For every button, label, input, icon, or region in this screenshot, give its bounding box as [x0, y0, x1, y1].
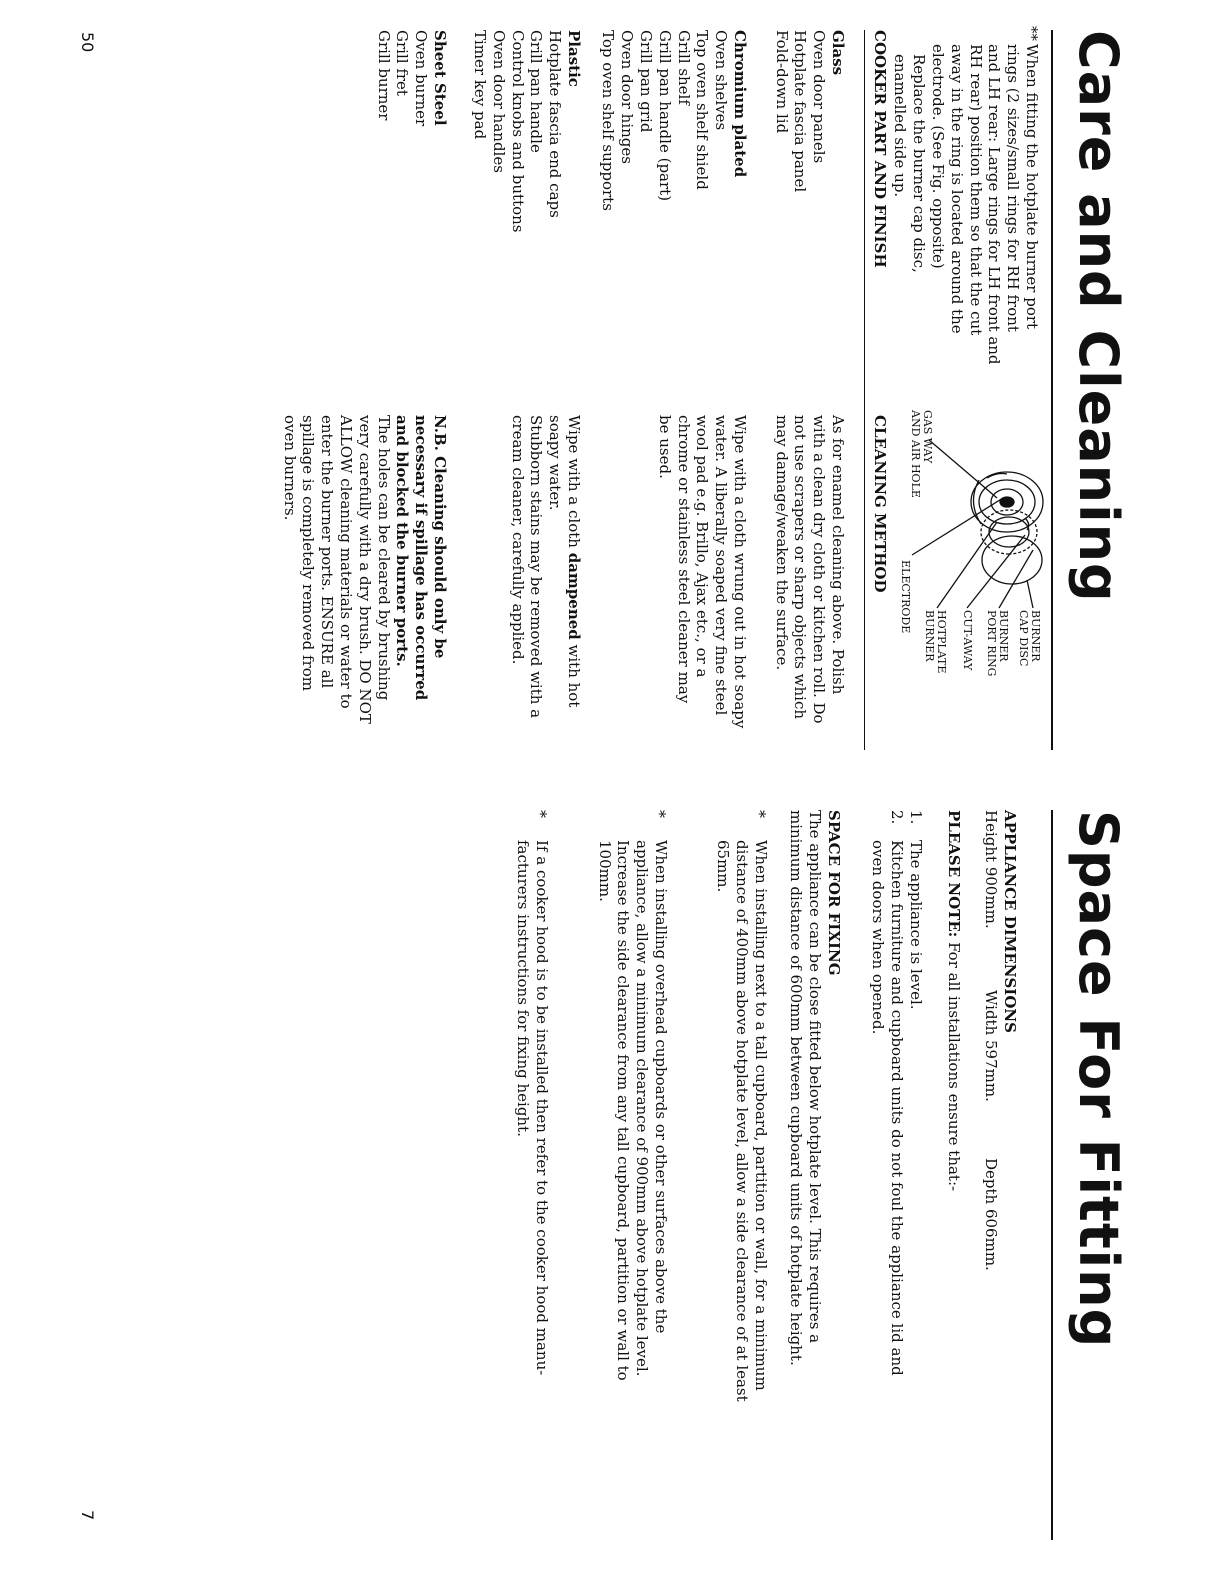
part-item: Top oven shelf shield: [693, 30, 712, 190]
method-line: The holes can be cleared by brushing: [374, 415, 393, 701]
page-number: 7: [78, 1510, 97, 1521]
part-item: Grill burner: [374, 30, 393, 121]
dimension-width: Width 597mm.: [982, 990, 1000, 1102]
chromium-method: [655, 415, 749, 728]
method-line: N.B. Cleaning should only be: [431, 415, 449, 659]
glass-method: [772, 415, 847, 724]
method-line: ALLOW cleaning materials or water to: [337, 415, 356, 709]
note-line: electrode. (See Fig. opposite): [929, 44, 948, 269]
note-line: RH rear) position them so that the cut: [966, 44, 985, 336]
care-and-cleaning-page: [0, 26, 1225, 750]
dimension-depth: Depth 606mm.: [982, 1158, 1000, 1271]
note-line: rings (2 sizes/small rings for RH front: [1004, 44, 1023, 332]
label-burner-cap-disc: BURNER CAP DISC: [1017, 610, 1042, 667]
space-intro: The appliance can be close fitted below hotplate level. This requires a minimum distance of 600mm between cupboard units of hotplate height.: [787, 810, 824, 1366]
sheet-steel-heading: Sheet Steel: [431, 30, 449, 126]
method-line: necessary if spillage has occurred: [412, 415, 431, 701]
sheet-steel-parts: [374, 30, 449, 126]
header-rule: [864, 30, 865, 750]
part-item: Fold-down lid: [772, 30, 791, 134]
method-line: As for enamel cleaning above. Polish: [829, 415, 847, 695]
method-line: and blocked the burner ports.: [393, 415, 412, 667]
part-item: Oven door handles: [489, 30, 508, 173]
note-line: enamelled side up.: [891, 54, 910, 198]
method-line: oven burners.: [280, 415, 299, 521]
dimensions-heading: APPLIANCE DIMENSIONS: [1001, 810, 1019, 1033]
part-item: Grill fret: [393, 30, 412, 96]
title-rule: [1051, 30, 1053, 750]
method-line: not use scrapers or sharp objects which: [791, 415, 810, 720]
method-line: very carefully with a dry brush. DO NOT: [355, 415, 374, 724]
method-line: soapy water.: [546, 415, 565, 511]
part-item: Hotplate fascia panel: [791, 30, 810, 193]
part-item: Grill pan grid: [637, 30, 656, 133]
part-item: Oven burner: [412, 30, 431, 127]
note-item: The appliance is level.: [907, 840, 925, 1010]
method-line: chrome or stainless steel cleaner may: [674, 415, 693, 704]
plastic-parts: [470, 30, 583, 233]
part-item: Top oven shelf supports: [599, 30, 618, 211]
method-line: water. A liberally soaped very fine steel: [712, 415, 731, 716]
sheet-steel-method: [280, 415, 449, 724]
note-line: Replace the burner cap disc,: [910, 54, 929, 273]
space-heading: SPACE FOR FIXING: [825, 810, 843, 976]
method-line: Wipe with a cloth wrung out in hot soapy: [731, 415, 749, 729]
bullet-item: When installing next to a tall cupboard, partition or wall, for a minimum distance of 400mm above hotplate level, allow a side clearance of at least 65mm.: [714, 840, 770, 1402]
plastic-method: [508, 415, 583, 718]
glass-parts: [772, 30, 847, 192]
page-title: Care and Cleaning: [1067, 30, 1130, 603]
part-item: Oven shelves: [712, 30, 731, 131]
label-burner-port-ring: BURNER PORT RING: [985, 610, 1010, 677]
bullet-mark: *: [531, 810, 550, 818]
label-gas-way: GAS WAY AND AIR HOLE: [909, 410, 934, 498]
col-header-part: COOKER PART AND FINISH: [871, 30, 889, 268]
note-line: away in the ring is located around the: [947, 44, 966, 334]
part-item: Grill pan handle (part): [655, 30, 674, 202]
method-line: be used.: [655, 415, 674, 479]
please-note: PLEASE NOTE: For all installations ensure that:-: [945, 810, 963, 1192]
method-line: Stubborn stains may be removed with a: [527, 415, 546, 719]
label-cut-away: CUT-AWAY: [961, 610, 974, 671]
label-hotplate-burner: HOTPLATE BURNER: [923, 610, 948, 674]
dimension-height: Height 900mm.: [982, 810, 1000, 929]
glass-heading: Glass: [829, 30, 847, 76]
note-line: and LH rear: Large rings for LH front and: [985, 44, 1004, 365]
bullet-mark: *: [750, 810, 769, 818]
part-item: Oven door panels: [810, 30, 829, 164]
bullet-item: When installing overhead cupboards or other surfaces above the appliance, allow a minimum clearance of 900mm above hotplate level. Increase the side clearance from any tall cupboard, partition or wall to 100mm.: [595, 840, 670, 1381]
col-header-method: CLEANING METHOD: [871, 415, 889, 593]
method-line: enter the burner ports. ENSURE all: [318, 415, 337, 689]
fitting-note: [891, 44, 1041, 384]
bullet-mark: *: [650, 810, 669, 818]
note-item-number: 1.: [907, 810, 925, 825]
method-line: cream cleaner, carefully applied.: [508, 415, 527, 665]
space-for-fitting-page: [0, 810, 1225, 1550]
method-line: spillage is completely removed from: [299, 415, 318, 692]
chromium-heading: Chromium plated: [731, 30, 749, 178]
plastic-heading: Plastic: [565, 30, 583, 87]
part-item: Timer key pad: [471, 30, 490, 140]
page-title: Space For Fitting: [1067, 810, 1130, 1349]
page-number: 50: [78, 32, 97, 53]
label-electrode: ELECTRODE: [899, 560, 912, 634]
note-item-number: 2.: [888, 810, 906, 825]
part-item: Oven door hinges: [618, 30, 637, 164]
part-item: Grill shelf: [674, 30, 693, 105]
note-line: When fitting the hotplate burner port: [1023, 44, 1041, 330]
bullet-item: If a cooker hood is to be installed then refer to the cooker hood manu- facturers instructions for fixing height.: [514, 840, 551, 1376]
part-item: Grill pan handle: [527, 30, 546, 153]
method-line: with a clean dry cloth or kitchen roll. Do: [810, 415, 829, 724]
chromium-parts: [599, 30, 749, 211]
method-line: wool pad e.g. Brillo, Ajax etc., or a: [693, 415, 712, 678]
method-line: Wipe with a cloth dampened with hot: [565, 415, 583, 708]
part-item: Control knobs and buttons: [508, 30, 527, 233]
method-line: may damage/weaken the surface.: [772, 415, 791, 671]
part-item: Hotplate fascia end caps: [546, 30, 565, 218]
note-marker: **: [1023, 26, 1041, 41]
note-item: Kitchen furniture and cupboard units do not foul the appliance lid and oven doors when opened.: [869, 840, 906, 1376]
title-rule: [1051, 810, 1053, 1540]
